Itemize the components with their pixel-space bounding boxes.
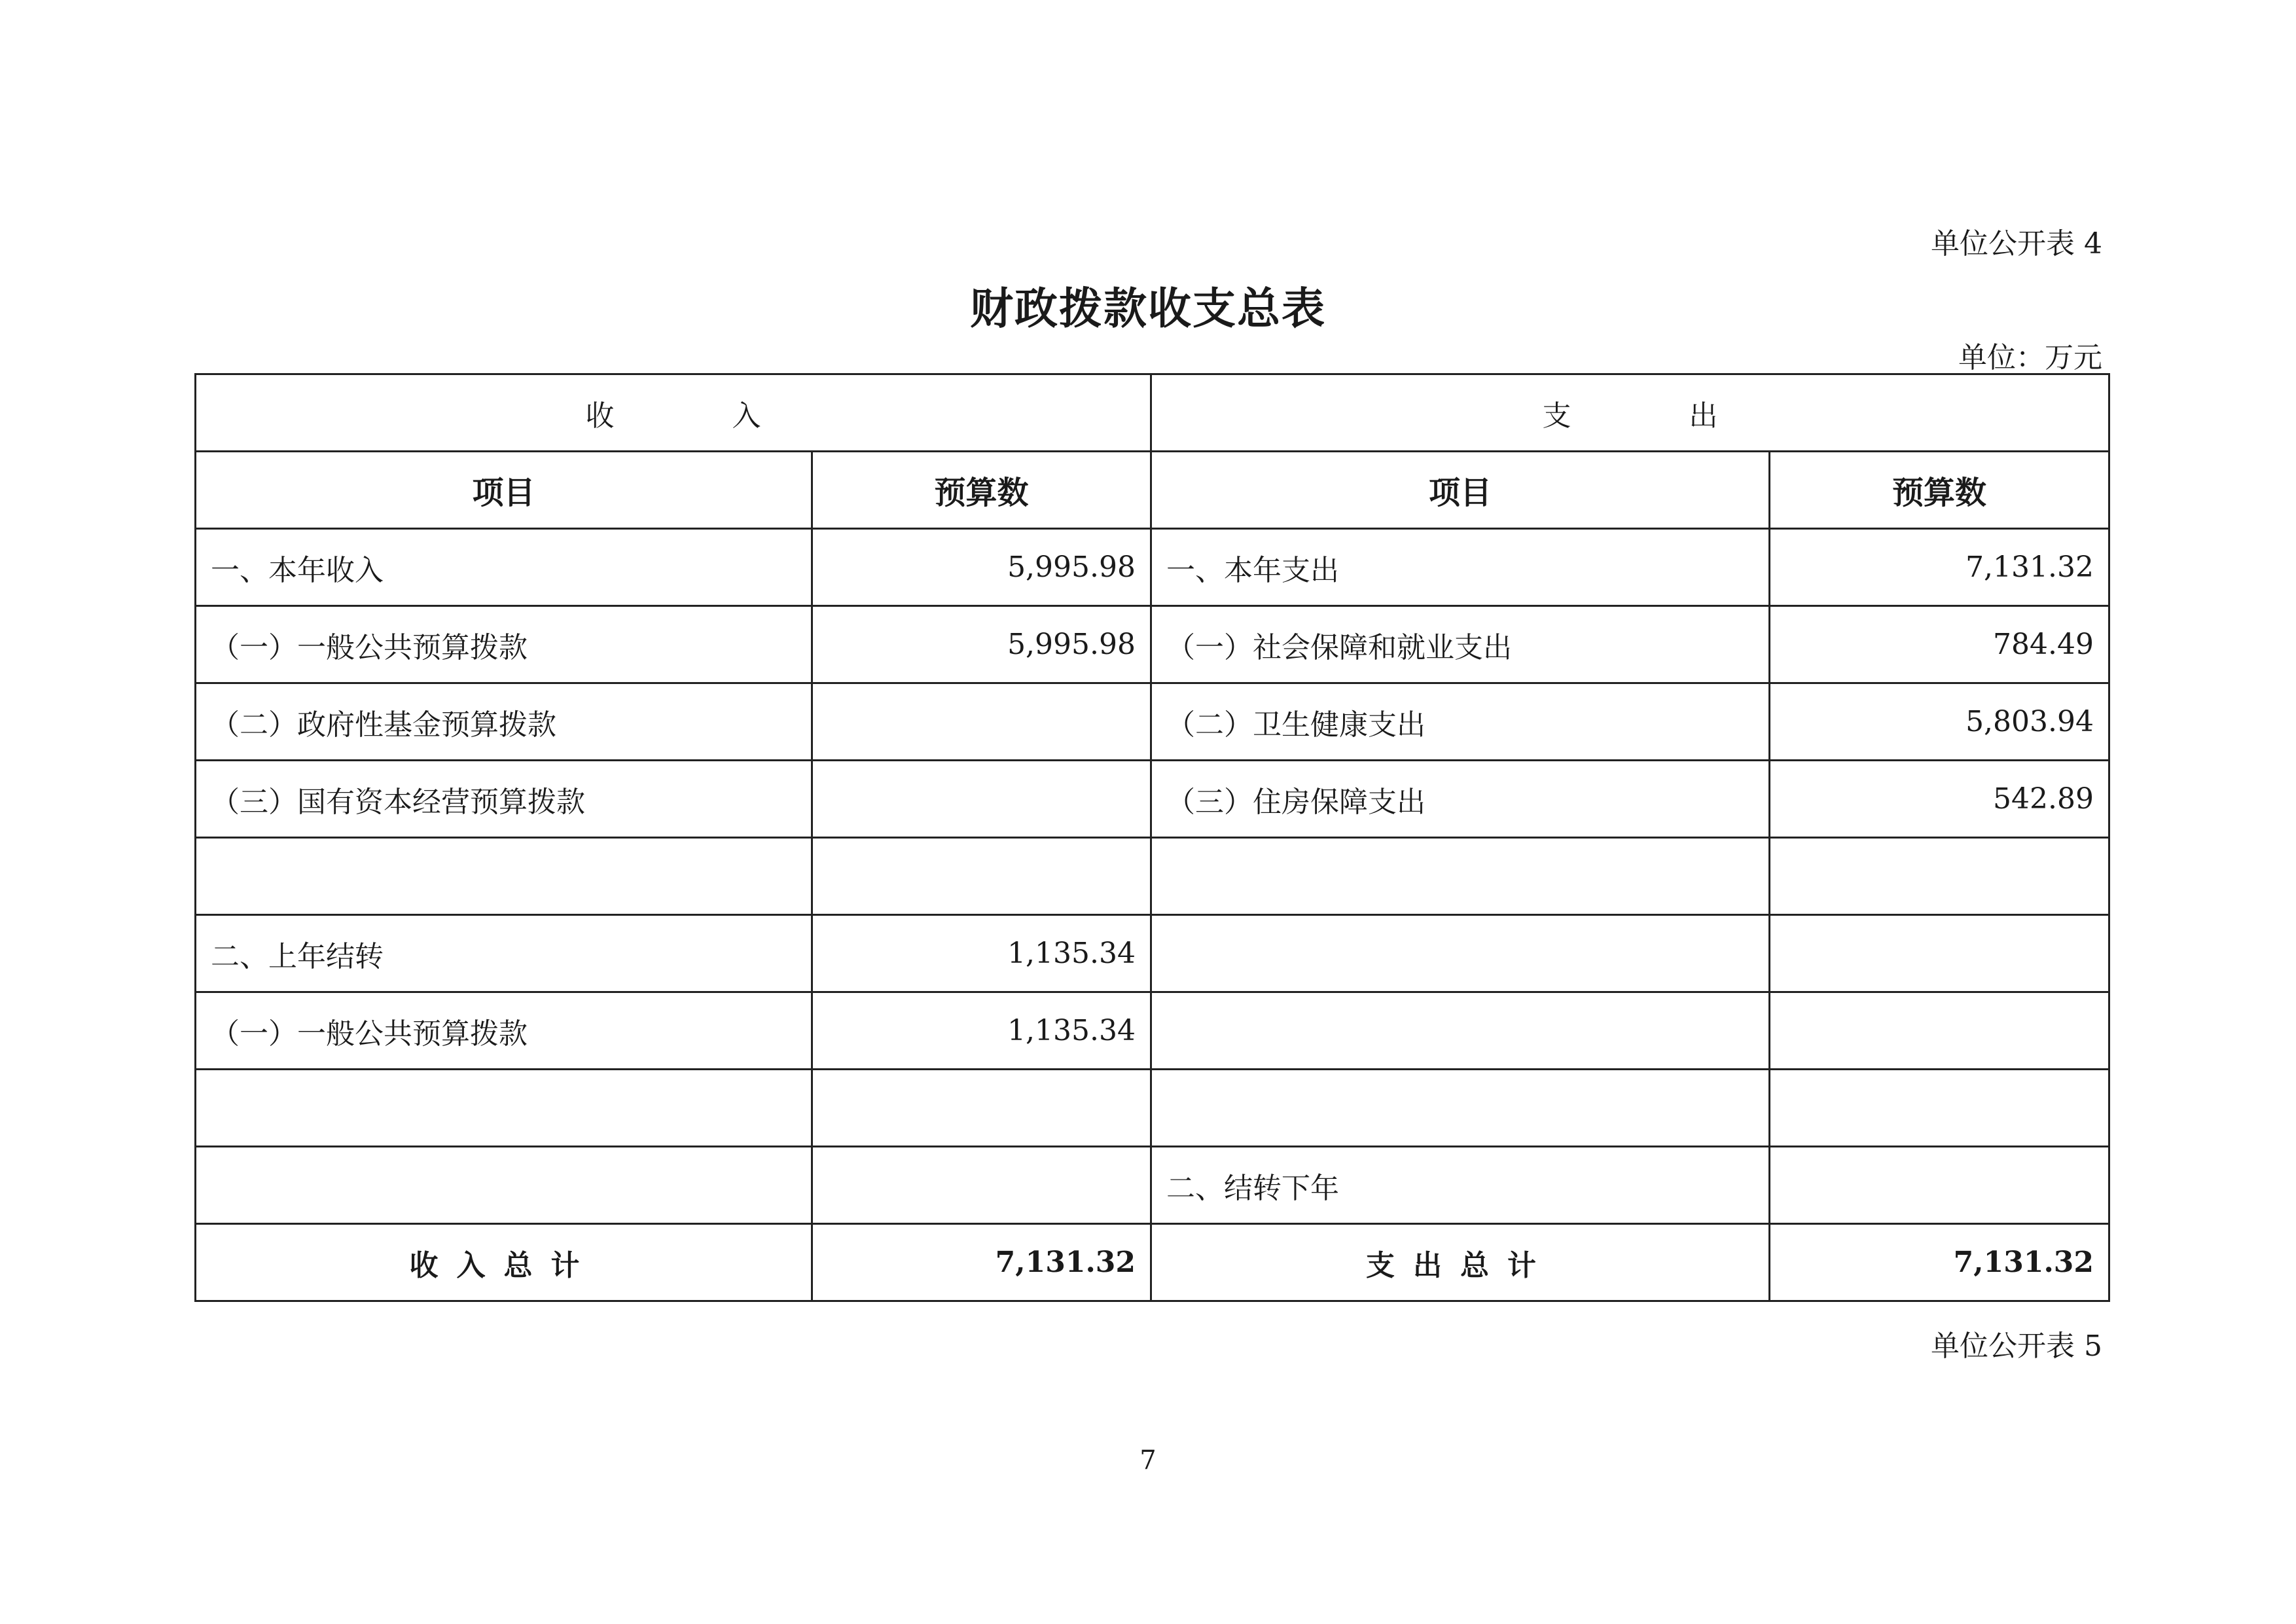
- table-row: [196, 915, 2109, 992]
- table-row: [196, 529, 2109, 606]
- income-amount-header: 预算数: [812, 452, 1151, 529]
- table-row: [196, 606, 2109, 683]
- income-item: [196, 1147, 812, 1224]
- income-total-label: 收入总计: [196, 1224, 812, 1301]
- table-row: [196, 683, 2109, 761]
- expense-section-part2: 出: [1689, 399, 1718, 433]
- page-number: 7: [1139, 1445, 1157, 1475]
- expense-total-label: 支出总计: [1151, 1224, 1770, 1301]
- expense-item: [1151, 992, 1770, 1070]
- expense-amount-header: 预算数: [1770, 452, 2109, 529]
- income-amount: [812, 683, 1151, 761]
- table-row: [196, 1070, 2109, 1147]
- table-row: [196, 761, 2109, 838]
- expense-item: 二、结转下年: [1151, 1147, 1770, 1224]
- expense-item: [1151, 838, 1770, 915]
- income-amount: 1,135.34: [812, 915, 1151, 992]
- income-amount: [812, 1070, 1151, 1147]
- income-amount: 5,995.98: [812, 606, 1151, 683]
- expense-total-amount: 7,131.32: [1770, 1224, 2109, 1301]
- expense-item: [1151, 915, 1770, 992]
- expense-section-part1: 支: [1542, 399, 1571, 433]
- income-item: [196, 1070, 812, 1147]
- income-item: （三）国有资本经营预算拨款: [196, 761, 812, 838]
- expense-amount: [1770, 1147, 2109, 1224]
- income-amount: [812, 1147, 1151, 1224]
- income-item: （一）一般公共预算拨款: [196, 606, 812, 683]
- income-total-amount: 7,131.32: [812, 1224, 1151, 1301]
- expense-amount: 5,803.94: [1770, 683, 2109, 761]
- income-section-part1: 收: [585, 399, 615, 433]
- expense-amount: 784.49: [1770, 606, 2109, 683]
- budget-table: [194, 373, 2110, 1302]
- expense-amount: [1770, 915, 2109, 992]
- table-row: [196, 1147, 2109, 1224]
- income-item: （一）一般公共预算拨款: [196, 992, 812, 1070]
- income-item: [196, 838, 812, 915]
- expense-amount: 7,131.32: [1770, 529, 2109, 606]
- expense-section-header: [1151, 374, 2109, 452]
- table-label: 单位公开表 4: [1931, 227, 2102, 261]
- table-row: [196, 838, 2109, 915]
- income-section-header: [196, 374, 1151, 452]
- page-title: 财政拨款收支总表: [970, 283, 1326, 334]
- income-item-header: 项目: [196, 452, 812, 529]
- table-row: [196, 992, 2109, 1070]
- income-amount: [812, 761, 1151, 838]
- expense-item: （二）卫生健康支出: [1151, 683, 1770, 761]
- totals-row: [196, 1224, 2109, 1301]
- expense-amount: [1770, 992, 2109, 1070]
- income-item: （二）政府性基金预算拨款: [196, 683, 812, 761]
- section-header-row: [196, 374, 2109, 452]
- income-section-part2: 入: [732, 399, 761, 433]
- income-item: 一、本年收入: [196, 529, 812, 606]
- expense-item: （三）住房保障支出: [1151, 761, 1770, 838]
- expense-item: 一、本年支出: [1151, 529, 1770, 606]
- expense-item: （一）社会保障和就业支出: [1151, 606, 1770, 683]
- expense-amount: 542.89: [1770, 761, 2109, 838]
- expense-amount: [1770, 838, 2109, 915]
- income-item: 二、上年结转: [196, 915, 812, 992]
- unit-label: 单位：万元: [1958, 341, 2102, 374]
- next-table-label: 单位公开表 5: [1931, 1329, 2102, 1363]
- column-header-row: [196, 452, 2109, 529]
- expense-item-header: 项目: [1151, 452, 1770, 529]
- expense-item: [1151, 1070, 1770, 1147]
- income-amount: [812, 838, 1151, 915]
- expense-amount: [1770, 1070, 2109, 1147]
- income-amount: 1,135.34: [812, 992, 1151, 1070]
- income-amount: 5,995.98: [812, 529, 1151, 606]
